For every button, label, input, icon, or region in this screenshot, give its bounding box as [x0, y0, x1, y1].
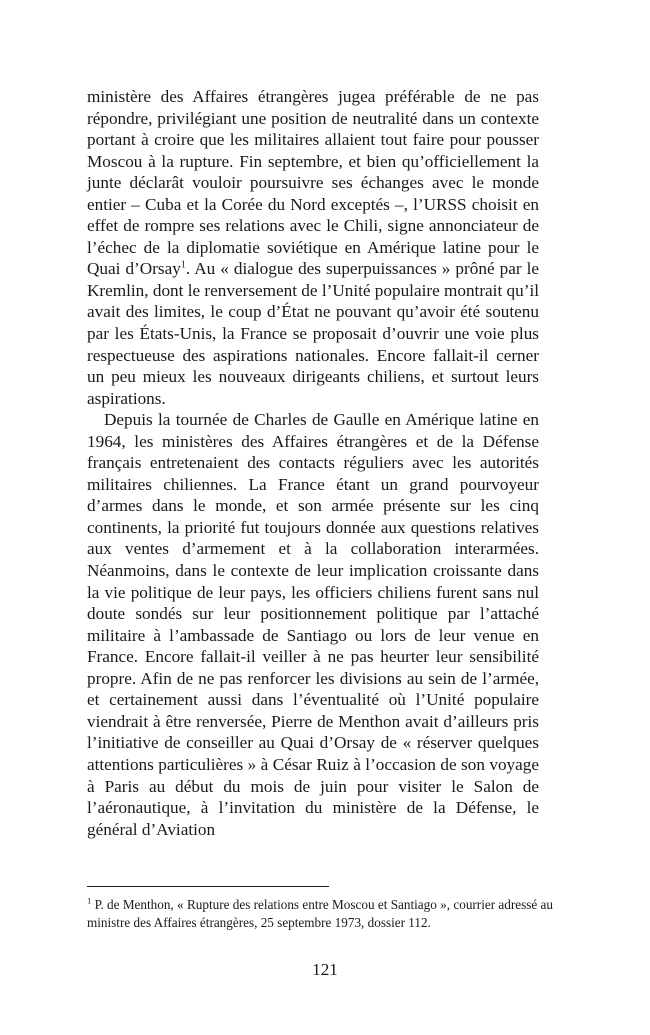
paragraph-1: [87, 86, 539, 409]
footnote-text: P. de Menthon, « Rupture des relations entre Moscou et Santiago », courrier adressé au ministre des Affaires étrangères, 25 septembre 1973, dossier 112.: [87, 897, 553, 930]
footnote-reference[interactable]: 1: [180, 259, 186, 271]
paragraph-1-text-before-note: ministère des Affaires étrangères jugea préférable de ne pas répondre, privilégiant une position de neutralité dans un contexte portant à croire que les militaires allaient tout faire pour pousser Moscou à la rupture. Fin septembre, et bien qu’officiellement la junte déclarât vouloir poursuivre ses échanges avec le monde entier – Cuba et la Corée du Nord exceptés –, l’URSS choisit en effet de rompre ses relations avec le Chili, signe annonciateur de l’échec de la diplomatie soviétique en Amérique latine pour le Quai d’Orsay: [87, 87, 539, 279]
page-body: [87, 86, 539, 840]
footnote-separator: [87, 886, 329, 887]
footnote: [87, 896, 553, 932]
footnote-marker: 1: [87, 895, 92, 906]
paragraph-1-text-after-note: . Au « dialogue des superpuissances » prôné par le Kremlin, dont le renversement de l’Unité populaire montrait qu’il avait des limites, le coup d’État ne pouvant qu’avoir été soutenu par les États-Unis, la France se proposait d’ouvrir une voie plus respectueuse des aspirations nationales. Encore fallait-il cerner un peu mieux les nouveaux dirigeants chiliens, et surtout leurs aspirations.: [87, 259, 539, 408]
page-number: 121: [312, 960, 338, 979]
paragraph-2: Depuis la tournée de Charles de Gaulle en Amérique latine en 1964, les ministères des Affaires étrangères et de la Défense français entretenaient des contacts réguliers avec les autorités militaires chiliennes. La France étant un grand pourvoyeur d’armes dans le monde, et son armée présente sur les cinq continents, la priorité fut toujours donnée aux questions relatives aux ventes d’armement et à la collaboration interarmées. Néanmoins, dans le contexte de leur implication croissante dans la vie politique de leur pays, les officiers chiliens furent sans nul doute sondés sur leur positionnement politique par l’attaché militaire à l’ambassade de Santiago ou lors de leur venue en France. Encore fallait-il veiller à ne pas heurter leur sensibilité propre. Afin de ne pas renforcer les divisions au sein de l’armée, et certainement aussi dans l’éventualité où l’Unité populaire viendrait à être renversée, Pierre de Menthon avait d’ailleurs pris l’initiative de conseiller au Quai d’Orsay de « réserver quelques attentions particulières » à César Ruiz à l’occasion de son voyage à Paris au début du mois de juin pour visiter le Salon de l’aéronautique, à l’invitation du ministère de la Défense, le général d’Aviation: [87, 410, 539, 839]
